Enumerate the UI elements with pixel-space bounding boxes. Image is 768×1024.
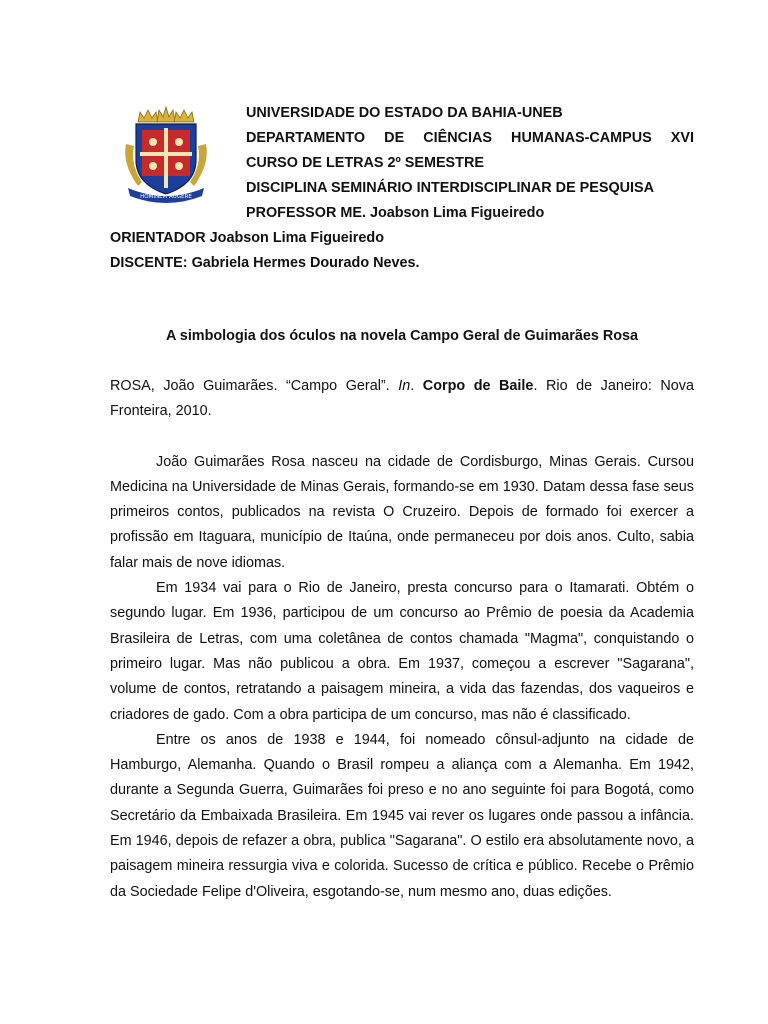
institution-header <box>246 101 694 226</box>
reference-author: ROSA, João Guimarães. “Campo Geral”. <box>110 378 399 394</box>
discipline-name: DISCIPLINA SEMINÁRIO INTERDISCIPLINAR DE PESQUISA <box>246 180 655 196</box>
advisor-name: Joabson Lima Figueiredo <box>209 230 384 246</box>
professor-label: PROFESSOR ME. <box>246 205 370 221</box>
course-name: CURSO DE LETRAS 2º SEMESTRE <box>246 155 484 171</box>
university-name: UNIVERSIDADE DO ESTADO DA BAHIA-UNEB <box>246 105 563 121</box>
body-paragraph: Entre os anos de 1938 e 1944, foi nomeado cônsul-adjunto na cidade de Hamburgo, Alemanha. Quando o Brasil rompeu a aliança com a Alemanha. Em 1942, durante a Segunda Guerra, Guimarães foi preso e no ano seguinte foi para Bogotá, como Secretário da Embaixada Brasileira. Em 1945 vai rever os lugares onde passou a infância. Em 1946, depois de refazer a obra, publica "Sagarana". O estilo era absolutamente novo, a paisagem mineira ressurgia viva e colorida. Sucesso de crítica e público. Recebe o Prêmio da Sociedade Felipe d'Oliveira, esgotando-se, num mesmo ano, duas edições. <box>110 731 694 900</box>
department-name: DEPARTAMENTO DE CIÊNCIAS HUMANAS-CAMPUS XVI <box>246 130 694 146</box>
coat-of-arms-icon <box>120 104 212 204</box>
student-label: DISCENTE: <box>110 255 192 271</box>
logo-motto: HOMINEM AUGERE <box>140 194 192 200</box>
professor-name: Joabson Lima Figueiredo <box>369 205 545 221</box>
professor-line <box>246 201 694 226</box>
body-paragraph: Em 1934 vai para o Rio de Janeiro, presta concurso para o Itamarati. Obtém o segundo lugar. Em 1936, participou de um concurso ao Prêmio de poesia da Academia Brasileira de Letras, com uma coletânea de contos chamada "Magma", conquistando o primeiro lugar. Mas não publicou a obra. Em 1937, começou a escrever "Sagarana", volume de contos, retratando a paisagem mineira, a vida das fazendas, dos vaqueiros e criadores de gado. Com a obra participa de um concurso, mas não é classificado. <box>110 580 694 723</box>
advisor-line <box>110 226 710 251</box>
bibliographic-reference <box>110 374 694 425</box>
reference-separator: . <box>410 378 423 394</box>
body-paragraph: João Guimarães Rosa nasceu na cidade de Cordisburgo, Minas Gerais. Cursou Medicina na Universidade de Minas Gerais, formando-se em 1930. Datam dessa fase seus primeiros contos, publicados na revista O Cruzeiro. Depois de formado foi exercer a profissão em Itaguara, município de Itaúna, onde permaneceu por dois anos. Culto, sabia falar mais de nove idiomas. <box>110 453 694 571</box>
document-body <box>110 374 694 905</box>
reference-publisher: . Rio de Janeiro: Nova Fronteira, 2010. <box>110 378 694 420</box>
reference-book: Corpo de Baile <box>422 378 534 394</box>
author-info <box>110 226 710 276</box>
university-logo <box>120 104 212 204</box>
reference-in: In <box>398 378 411 394</box>
document-title: A simbologia dos óculos na novela Campo Geral de Guimarães Rosa <box>165 328 639 344</box>
student-line <box>110 251 710 276</box>
advisor-label: ORIENTADOR <box>110 230 210 246</box>
student-name: Gabriela Hermes Dourado Neves. <box>191 255 420 271</box>
